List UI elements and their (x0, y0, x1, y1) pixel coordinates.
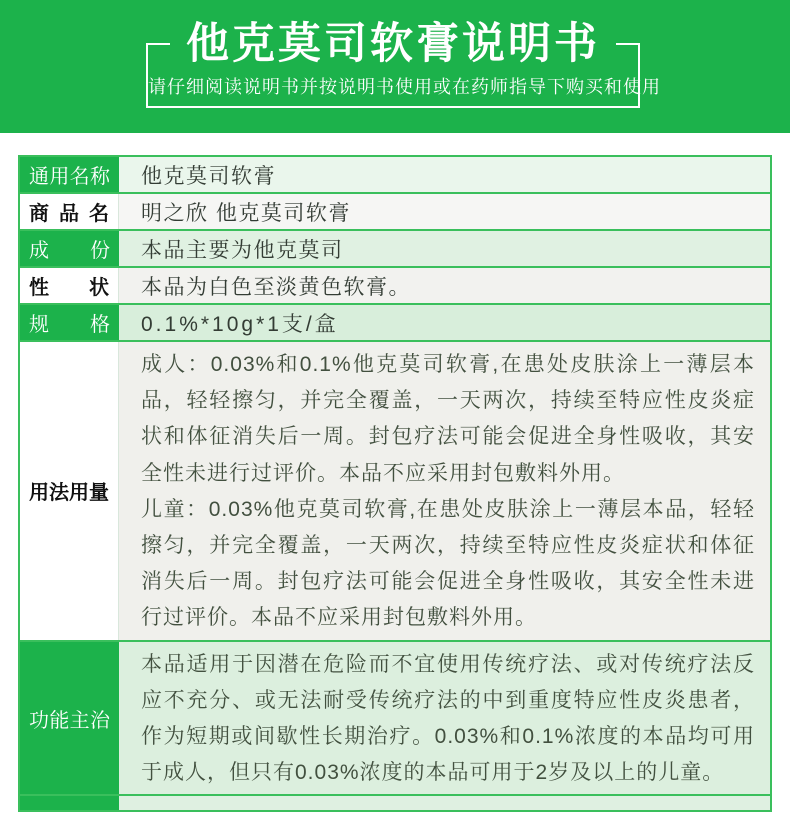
table-row-partial (20, 796, 770, 810)
dosage-paragraph-child: 儿童：0.03%他克莫司软膏,在患处皮肤涂上一薄层本品，轻轻擦匀，并完全覆盖，一天两次，持续至特应性皮炎症状和体征消失后一周。封包疗法可能会促进全身性吸收，其安全性未进行过评价。本品不应采用封包敷料外用。 (141, 497, 755, 630)
row-label: 性状 (20, 268, 119, 303)
row-value (119, 796, 770, 810)
table-row-indications (20, 642, 770, 797)
row-value: 明之欣 他克莫司软膏 (119, 194, 770, 229)
table-row-dosage (20, 342, 770, 642)
table-row-generic-name (20, 157, 770, 194)
row-label: 规格 (20, 305, 119, 340)
row-label: 商品名 (20, 194, 119, 229)
table-row-specification (20, 305, 770, 342)
row-value: 本品主要为他克莫司 (119, 231, 770, 266)
row-value: 他克莫司软膏 (119, 157, 770, 192)
table-row-ingredients (20, 231, 770, 268)
dosage-paragraph-adult: 成人：0.03%和0.1%他克莫司软膏,在患处皮肤涂上一薄层本品，轻轻擦匀，并完全覆盖，一天两次，持续至特应性皮炎症状和体征消失后一周。封包疗法可能会促进全身性吸收，其安全性未进行过评价。本品不应采用封包敷料外用。 (141, 353, 755, 485)
row-label (20, 796, 119, 810)
row-label: 功能主治 (20, 642, 119, 795)
row-label: 通用名称 (20, 157, 119, 192)
table-row-trade-name (20, 194, 770, 231)
header-subtitle: 请仔细阅读说明书并按说明书使用或在药师指导下购买和使用 (148, 77, 661, 97)
row-value: 本品为白色至淡黄色软膏。 (119, 268, 770, 303)
indications-paragraph: 本品适用于因潜在危险而不宜使用传统疗法、或对传统疗法反应不充分、或无法耐受传统疗法的中到重度特应性皮炎患者，作为短期或间歇性长期治疗。0.03%和0.1%浓度的本品均可用于成人，但只有0.03%浓度的本品可用于2岁及以上的儿童。 (141, 652, 755, 785)
page-title: 他克莫司软膏说明书 (170, 17, 616, 71)
row-value (119, 342, 770, 640)
header-banner (0, 0, 790, 133)
table-row-properties (20, 268, 770, 305)
row-value: 0.1%*10g*1支/盒 (119, 305, 770, 340)
drug-info-table (18, 155, 772, 812)
title-frame (146, 20, 661, 108)
row-value (119, 642, 770, 795)
row-label: 成份 (20, 231, 119, 266)
row-label: 用法用量 (20, 342, 119, 640)
